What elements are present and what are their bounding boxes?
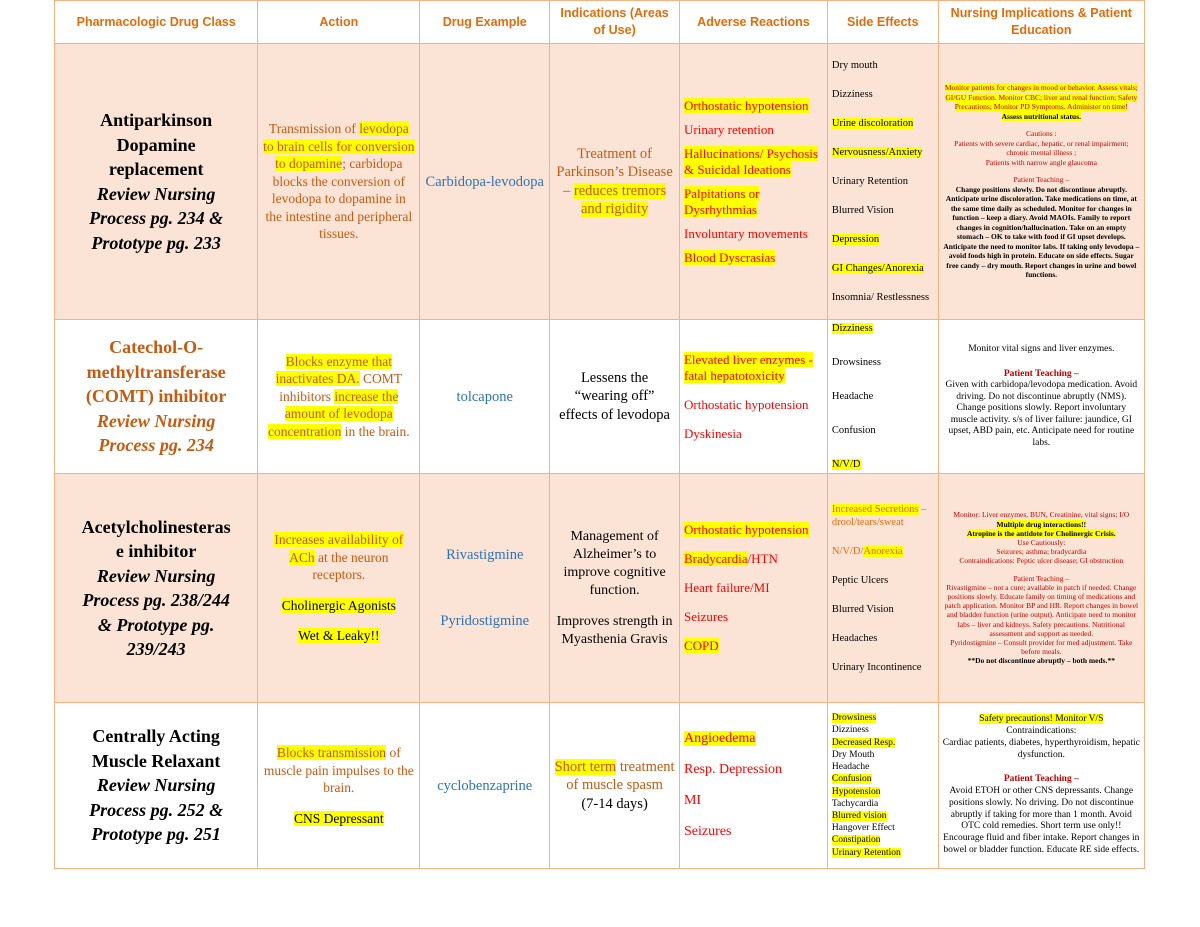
adverse-item: Bradycardia xyxy=(683,551,748,566)
nursing-antidote: Atropine is the antidote for Cholinergic Crisis. xyxy=(966,528,1116,538)
adverse-item: Orthostatic hypotension xyxy=(683,396,809,412)
adverse-item: Palpitations or Dysrhythmias xyxy=(683,185,760,217)
adverse-item: Elevated liver enzymes - fatal hepatotoxicity xyxy=(683,351,813,383)
header-row xyxy=(55,1,1145,44)
drug-class-name: Acetylcholinesteras e inhibitor xyxy=(81,516,231,561)
adverse-item: MI xyxy=(683,793,702,808)
nursing-cautions: Seizures; asthma; bradycardia xyxy=(996,547,1087,557)
nursing-teaching: Avoid ETOH or other CNS depressants. Change positions slowly. No driving. Do not discontinue abruptly if taking for more than 1 month. Avoid OTC cold remedies. Short term use only!! Encourage fluid and fiber intake. Report changes in bowel or bladder function. Educate RE side effects. xyxy=(943,786,1140,856)
drug-example-cell xyxy=(420,474,550,703)
drug-class-cell xyxy=(55,44,258,320)
nursing-safety: Safety precautions! Monitor V/S xyxy=(979,714,1104,725)
side-effect-item: Headache xyxy=(831,762,870,773)
drug-class-name: Antiparkinson Dopamine replacement xyxy=(100,110,213,179)
adverse-reactions-cell xyxy=(679,320,827,474)
action-cell: Blocks enzyme that inactivates DA. COMT inhibitors increase the amount of levodopa concentration in the brain. xyxy=(258,320,420,474)
table-row xyxy=(55,44,1145,320)
adverse-item: Orthostatic hypotension xyxy=(683,522,809,537)
drug-example: Pyridostigmine xyxy=(440,613,530,629)
side-effect-item: Drowsiness xyxy=(831,713,877,724)
nursing-interactions: Multiple drug interactions!! xyxy=(996,519,1087,529)
drug-class-cell xyxy=(55,320,258,474)
nursing-assess: Assess nutritional status. xyxy=(1001,111,1081,121)
side-effect-item: Confusion xyxy=(831,425,876,436)
side-effect-item: Blurred vision xyxy=(831,810,887,821)
side-effect-item: Hangover Effect xyxy=(831,823,895,834)
side-effect-item: Urinary Incontinence xyxy=(831,661,922,673)
side-effect-item: Drowsiness xyxy=(831,357,881,368)
drug-example-cell: cyclobenzaprine xyxy=(420,703,550,869)
table-row xyxy=(55,703,1145,869)
side-effect-item: N/V/D/ xyxy=(831,545,864,557)
side-effect-item: Depression xyxy=(831,234,880,245)
nursing-implications-cell xyxy=(938,474,1144,703)
nursing-teaching-title: Patient Teaching – xyxy=(1003,368,1079,379)
drug-example-cell: tolcapone xyxy=(420,320,550,474)
nursing-teaching-title: Patient Teaching – xyxy=(1013,573,1070,583)
indications-cell: Short term treatment of muscle spasm (7-14 days) xyxy=(550,703,680,869)
adverse-item: COPD xyxy=(683,638,719,653)
side-effect-item: Dry mouth xyxy=(831,60,878,71)
review-reference: Review Nursing Process pg. 238/244 & Prototype pg. 239/243 xyxy=(82,565,230,659)
side-effect-item: Nervousness/Anxiety xyxy=(831,147,923,158)
side-effect-item: Peptic Ulcers xyxy=(831,574,889,586)
nursing-monitor: Monitor: Liver enzymes, BUN, Creatinine, vital signs; I/O xyxy=(953,510,1130,520)
indication-item: Improves strength in Myasthenia Gravis xyxy=(556,613,673,647)
side-effect-item: GI Changes/Anorexia xyxy=(831,263,924,274)
side-effect-item: Dizziness xyxy=(831,323,873,334)
indications-cell: Lessens the “wearing off” effects of levodopa xyxy=(550,320,680,474)
indications-cell xyxy=(550,474,680,703)
side-effect-item: Headaches xyxy=(831,632,878,644)
side-effect-item: Dizziness xyxy=(831,725,869,736)
nursing-teaching: Given with carbidopa/levodopa medication. Avoid driving. Do not discontinue abruptly (NMS). Change positions slowly. Report involuntary muscle activity. s/s of liver failure: jaundice, GI upset, ABD pain, etc. Anticipate need for routine labs. xyxy=(945,380,1138,448)
drug-class-name: Centrally Acting Muscle Relaxant xyxy=(91,726,221,771)
adverse-item: Heart failure/MI xyxy=(683,580,770,595)
adverse-item: Angioedema xyxy=(683,731,756,746)
adverse-item: Hallucinations/ Psychosis & Suicidal Ideations xyxy=(683,145,818,177)
adverse-item: Seizures xyxy=(683,609,729,624)
side-effect-item: Insomnia/ Restlessness xyxy=(831,292,930,303)
side-effect-item: Blurred Vision xyxy=(831,603,894,615)
header-action: Action xyxy=(258,1,420,44)
nursing-teaching: Pyridostigmine – Consult provider for med adjustment. Take before meals. xyxy=(950,638,1133,657)
drug-example: Rivastigmine xyxy=(446,547,524,563)
indication-item: Management of Alzheimer’s to improve cognitive function. xyxy=(563,528,666,598)
adverse-item: Seizures xyxy=(683,824,732,839)
adverse-item: Involuntary movements xyxy=(683,225,808,241)
adverse-reactions-cell xyxy=(679,703,827,869)
nursing-warning: **Do not discontinue abruptly – both meds.** xyxy=(967,656,1115,666)
adverse-reactions-cell xyxy=(679,44,827,320)
nursing-implications-cell xyxy=(938,320,1144,474)
drug-class-name: Catechol-O- methyltransferase (COMT) inhibitor xyxy=(85,337,227,407)
drug-example-cell: Carbidopa-levodopa xyxy=(420,44,550,320)
action-cell: Blocks transmission of muscle pain impulses to the brain. CNS Depressant xyxy=(258,703,420,869)
nursing-contraindications: Contraindications: xyxy=(1006,725,1077,736)
side-effect-item: Confusion xyxy=(831,774,872,785)
action-cell: Transmission of levodopa to brain cells for conversion to dopamine; carbidopa blocks the conversion of levodopa to dopamine in the intestine and peripheral tissues. xyxy=(258,44,420,320)
side-effects-cell xyxy=(827,44,938,320)
drug-class-cell xyxy=(55,474,258,703)
adverse-item: Dyskinesia xyxy=(683,425,742,441)
header-drug-example: Drug Example xyxy=(420,1,550,44)
adverse-item: Orthostatic hypotension xyxy=(683,97,809,113)
action-cell: Increases availability of ACh at the neuron receptors. Cholinergic Agonists Wet & Leaky!! xyxy=(258,474,420,703)
nursing-cautions-title: Cautions : xyxy=(1025,129,1057,139)
nursing-monitor: Monitor vital signs and liver enzymes. xyxy=(968,344,1115,354)
nursing-teaching-title: Patient Teaching – xyxy=(1003,774,1079,785)
nursing-teaching-title: Patient Teaching – xyxy=(1013,175,1070,185)
adverse-item: Urinary retention xyxy=(683,121,774,137)
drug-class-cell xyxy=(55,703,258,869)
nursing-cautions: Patients with narrow angle glaucoma xyxy=(985,157,1097,167)
drug-table xyxy=(54,0,1145,869)
side-effect-item: Blurred Vision xyxy=(831,205,894,216)
header-drug-class: Pharmacologic Drug Class xyxy=(55,1,258,44)
side-effect-item: N/V/D xyxy=(831,459,861,470)
side-effect-item: Dizziness xyxy=(831,89,873,100)
side-effect-item: Urinary Retention xyxy=(831,176,909,187)
side-effect-item: Urinary Retention xyxy=(831,847,901,858)
nursing-implications-cell xyxy=(938,703,1144,869)
side-effect-item: Dry Mouth xyxy=(831,749,875,760)
adverse-reactions-cell: Orthostatic hypotension Bradycardia/HTN Heart failure/MI Seizures COPD xyxy=(679,474,827,703)
nursing-implications-cell xyxy=(938,44,1144,320)
side-effect-item: Decreased Resp. xyxy=(831,737,896,748)
adverse-item: Blood Dyscrasias xyxy=(683,249,776,265)
side-effect-item: Urine discoloration xyxy=(831,118,914,129)
table-row xyxy=(55,474,1145,703)
adverse-item: Resp. Depression xyxy=(683,762,782,777)
header-adverse-reactions: Adverse Reactions xyxy=(679,1,827,44)
nursing-cautions-title: Use Cautiously: xyxy=(1017,537,1066,547)
nursing-teaching: Change positions slowly. Do not discontinue abruptly. Anticipate urine discoloration. Take medications on time, at the same time daily as scheduled. Monitor for changes in function – keep a diary. Avoid MAOIs. Family to report changes in cognition/hallucination. Take on an empty stomach – OK to take with food if GI upset develops. Anticipate the need to monitor labs. If taking only levodopa – avoid foods high in protein. Educate on side effects. Sugar free candy – dry mouth. Report changes in urine and bowel functions. xyxy=(943,184,1140,280)
review-reference: Review Nursing Process pg. 252 & Prototype pg. 251 xyxy=(89,775,224,845)
review-reference: Review Nursing Process pg. 234 & Prototype pg. 233 xyxy=(89,183,224,253)
side-effect-item: Headache xyxy=(831,391,874,402)
header-indications: Indications (Areas of Use) xyxy=(550,1,680,44)
side-effect-item: Tachycardia xyxy=(831,798,879,809)
nursing-contraindications: Contraindications: Peptic ulcer disease; GI obstruction xyxy=(959,556,1124,566)
nursing-contraindications: Cardiac patients, diabetes, hyperthyroidism, hepatic dysfunction. xyxy=(942,737,1140,760)
side-effect-item: Increased Secretions xyxy=(831,503,919,515)
table-row xyxy=(55,320,1145,474)
side-effect-item: Hypotension xyxy=(831,786,881,797)
review-reference: Review Nursing Process pg. 234 xyxy=(96,410,216,456)
side-effects-cell xyxy=(827,703,938,869)
nursing-monitor: Monitor patients for changes in mood or behavior. Assess vitals; GI/GU Function. Monitor CBC; liver and renal function; Safety Precautions; Monitor PD Symptoms. Administer on time! xyxy=(944,83,1138,112)
side-effects-cell xyxy=(827,320,938,474)
indications-cell: Treatment of Parkinson’s Disease – reduces tremors and rigidity xyxy=(550,44,680,320)
header-side-effects: Side Effects xyxy=(827,1,938,44)
nursing-teaching: Rivastigmine – not a cure; available in patch if needed. Change positions slowly. Educate family on timing of medications and patch application. Monitor BP and HR. Report changes in bowel and bladder function (urine output). Anticipate need to monitor labs – liver and kidneys. Safety precautions. Nutritional assessment and support as needed. xyxy=(944,582,1139,638)
nursing-cautions: Patients with severe cardiac, hepatic, or renal impairment; chronic mental illness ; xyxy=(954,138,1129,158)
header-nursing-implications: Nursing Implications & Patient Education xyxy=(938,1,1144,44)
side-effect-item: Constipation xyxy=(831,835,881,846)
side-effects-cell: Increased Secretions – drool/tears/sweat N/V/D/Anorexia Peptic Ulcers Blurred Vision Headaches Urinary Incontinence xyxy=(827,474,938,703)
